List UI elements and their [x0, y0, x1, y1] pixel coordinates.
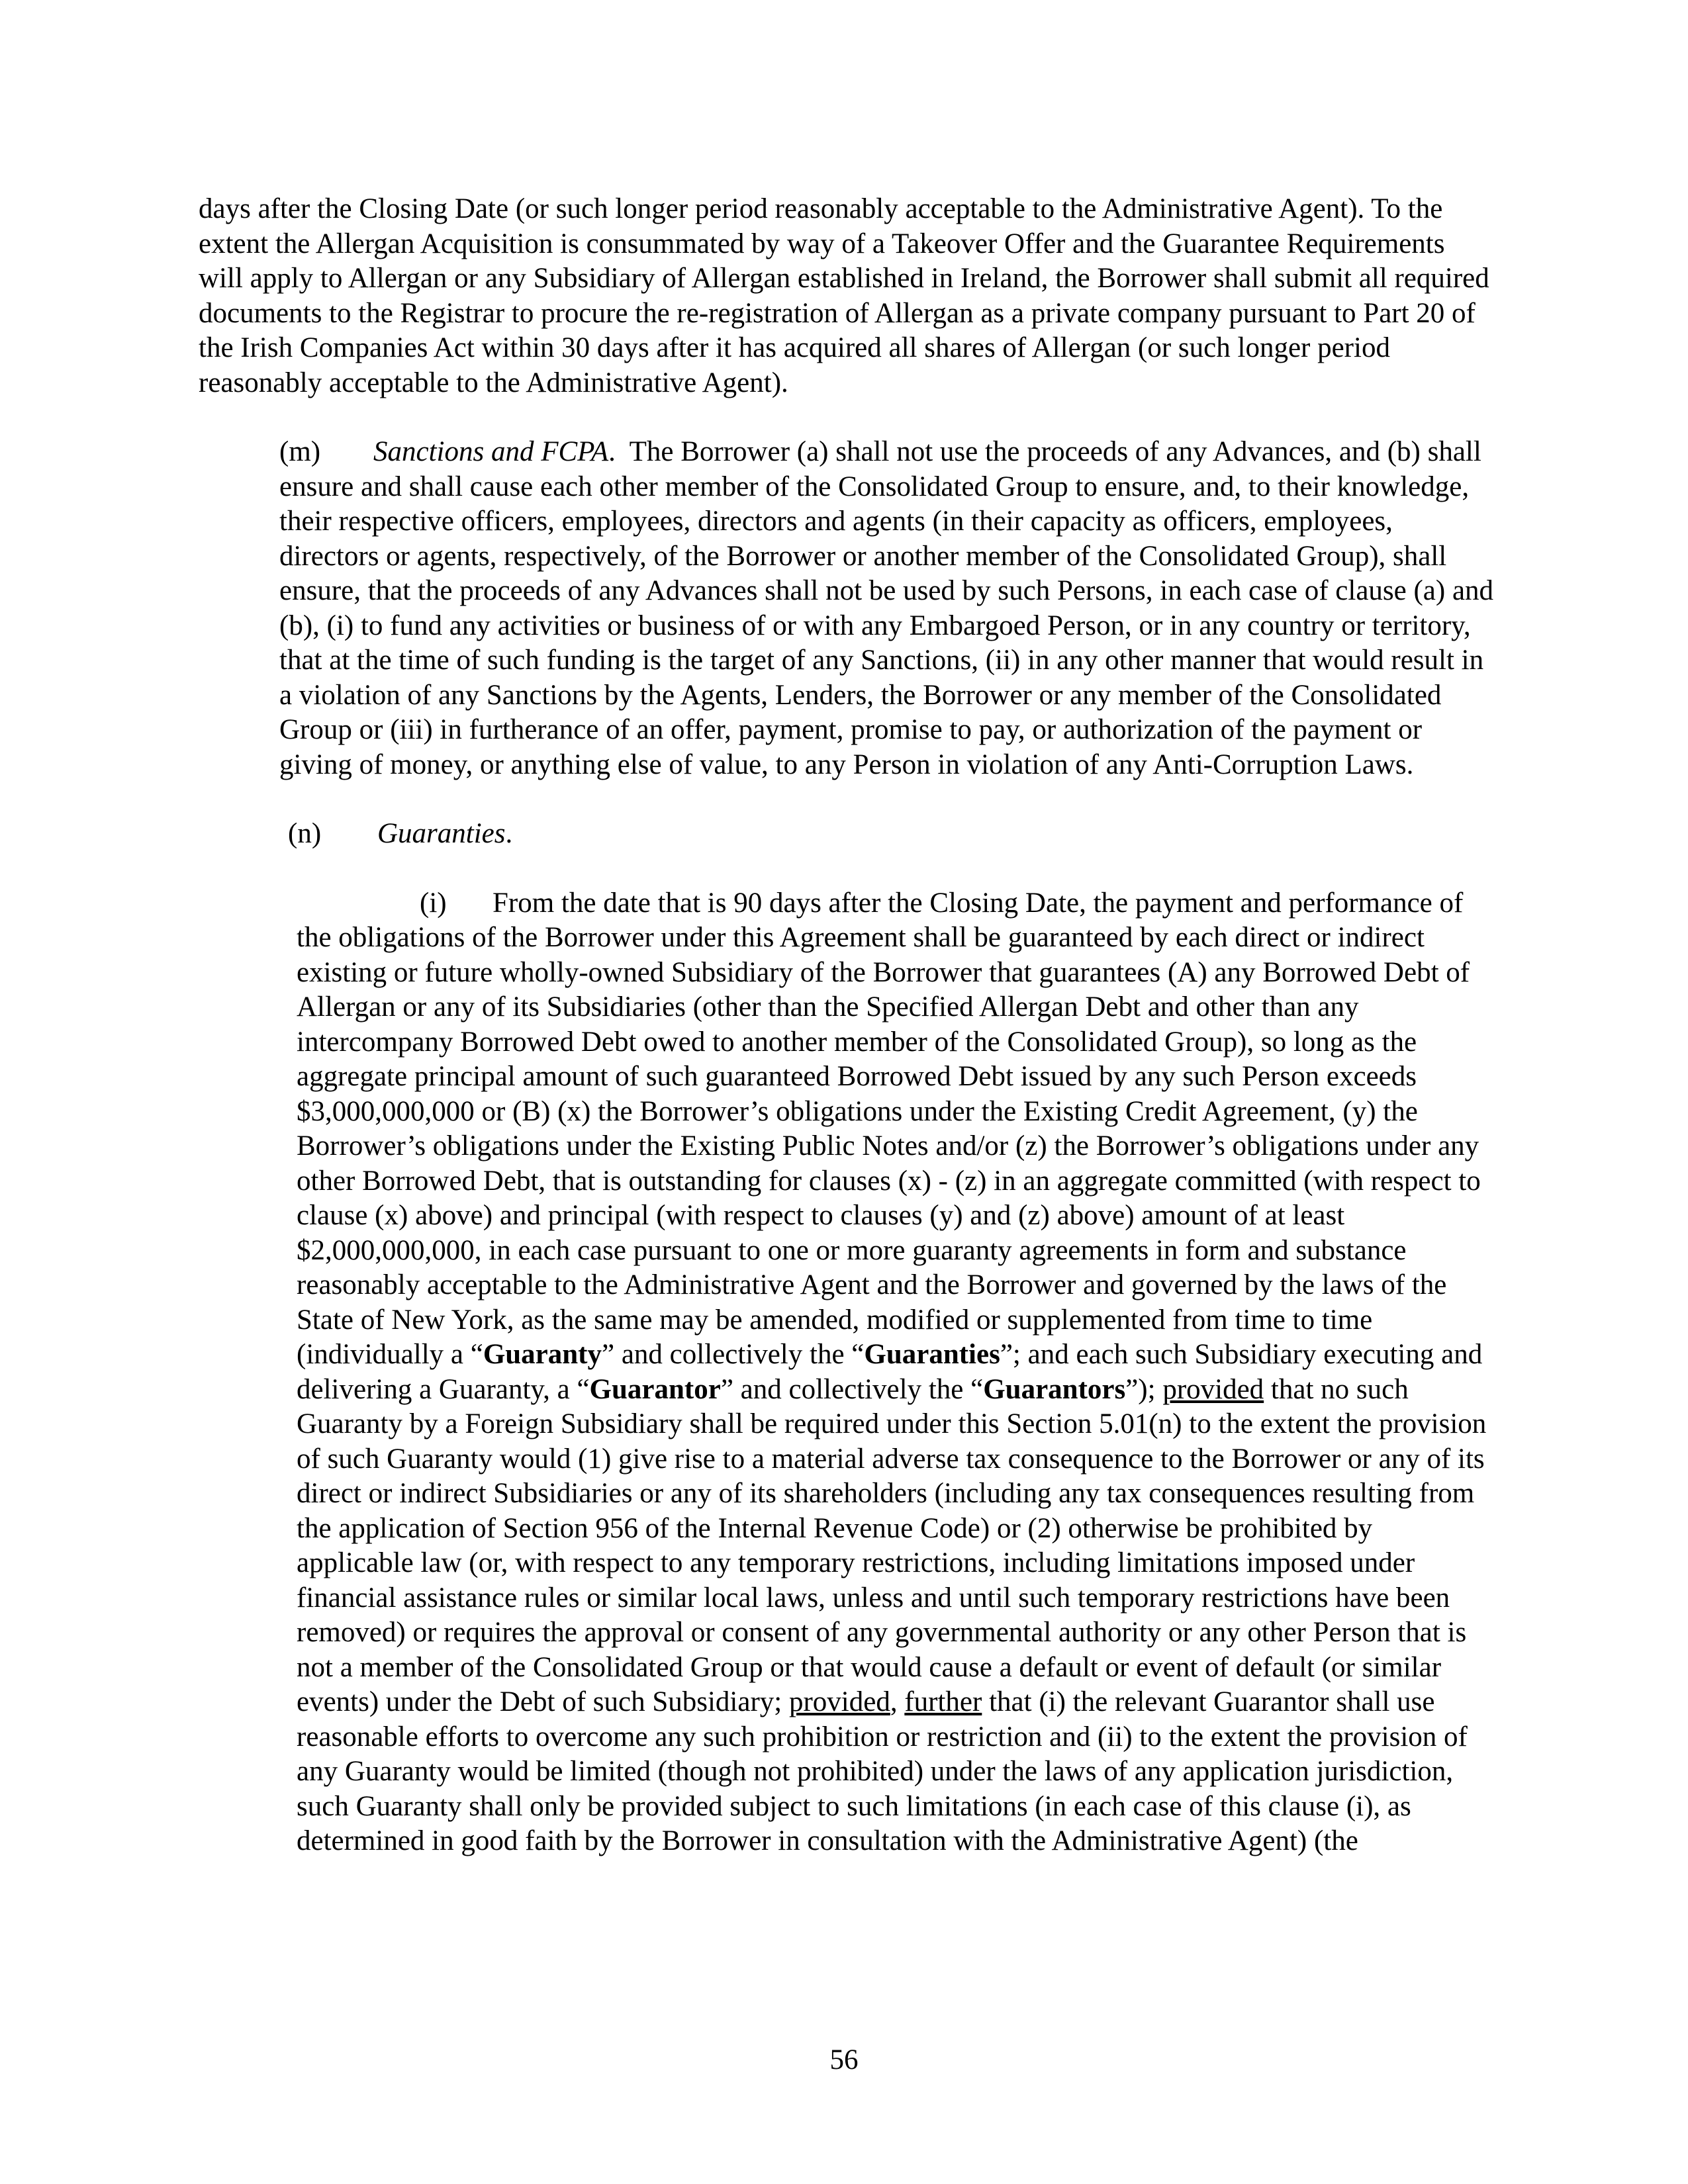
section-m-text: The Borrower (a) shall not use the proceeds of any Advances, and (b) shall ensure and shall cause each other member of the Consolidated Group to ensure, and, to their knowledge, their respective officers, employees, directors and agents (in their capacity as officers, employees, directors or agents, respectively, of the Borrower or another member of the Consolidated Group), shall ensure, that the proceeds of any Advances shall not be used by such Persons, in each case of clause (a) and (b), (i) to fund any activities or business of or with any Embargoed Person, or in any country or territory, that at the time of such funding is the target of any Sanctions, (ii) in any other manner that would result in a violation of any Sanctions by the Agents, Lenders, the Borrower or any member of the Consolidated Group or (iii) in furtherance of an offer, payment, promise to pay, or authorization of the payment or giving of money, or anything else of value, to any Person in violation of any Anti-Corruption Laws.: [279, 436, 1501, 780]
section-n-heading-line: [199, 817, 1496, 852]
term-guarantor: Guarantor: [589, 1373, 721, 1405]
subsection-i-text-4: ” and collectively the “: [720, 1373, 984, 1405]
further-underlined: further: [904, 1686, 982, 1717]
term-guarantors: Guarantors: [983, 1373, 1126, 1405]
provided-underlined: provided: [1162, 1373, 1264, 1405]
subsection-i-indent: [297, 887, 420, 919]
subsection-i-text-8: that (i) the relevant Guarantor shall use reasonable efforts to overcome any such prohibition or restriction and (ii) to the extent the provision of any Guaranty would be limited (though not prohibited) under the laws of any application jurisdiction, such Guaranty shall only be provided subject to such limitations (in each case of this clause (i), as determined in good faith by the Borrower in consultation with the Administrative Agent) (the: [297, 1686, 1468, 1856]
provided-underlined-2: provided: [788, 1686, 890, 1717]
section-n-label: (n): [288, 818, 322, 849]
section-m-paragraph: [199, 435, 1501, 782]
section-m-heading-end: .: [608, 436, 616, 467]
term-guaranty: Guaranty: [483, 1339, 602, 1370]
section-m-label: (m): [279, 436, 321, 467]
subsection-i-text-3: ”; and each such Subsidiary executing and delivering a Guaranty, a “: [297, 1339, 1483, 1405]
subsection-i-paragraph: [297, 886, 1496, 1859]
subsection-i-text-2: ” and collectively the “: [602, 1339, 865, 1370]
section-m-heading: Sanctions and FCPA: [373, 436, 609, 467]
term-guaranties: Guaranties: [864, 1339, 1000, 1370]
paragraph-l-continuation: days after the Closing Date (or such longer period reasonably acceptable to the Administrative Agent). To the extent the Allergan Acquisition is consummated by way of a Takeover Offer and the Guarantee Requirements will apply to Allergan or any Subsidiary of Allergan established in Ireland, the Borrower shall submit all required documents to the Registrar to procure the re-registration of Allergan as a private company pursuant to Part 20 of the Irish Companies Act within 30 days after it has acquired all shares of Allergan (or such longer period reasonably acceptable to the Administrative Agent).: [199, 193, 1489, 398]
section-n-heading: Guaranties: [377, 818, 506, 849]
subsection-i-label: (i): [420, 887, 447, 919]
subsection-i-text-7: ,: [890, 1686, 905, 1717]
page-number: 56: [829, 2044, 859, 2075]
subsection-i-text-1: From the date that is 90 days after the Closing Date, the payment and performance of the obligations of the Borrower under this Agreement shall be guaranteed by each direct or indirect existing or future wholly-owned Subsidiary of the Borrower that guarantees (A) any Borrowed Debt of Allergan or any of its Subsidiaries (other than the Specified Allergan Debt and other than any intercompany Borrowed Debt owed to another member of the Consolidated Group), so long as the aggregate principal amount of such guaranteed Borrowed Debt issued by any such Person exceeds $3,000,000,000 or (B) (x) the Borrower’s obligations under the Existing Credit Agreement, (y) the Borrower’s obligations under the Existing Public Notes and/or (z) the Borrower’s obligations under any other Borrowed Debt, that is outstanding for clauses (x) - (z) in an aggregate committed (with respect to clause (x) above) and principal (with respect to clauses (y) and (z) above) amount of at least $2,000,000,000, in each case pursuant to one or more guaranty agreements in form and substance reasonably acceptable to the Administrative Agent and the Borrower and governed by the laws of the State of New York, as the same may be amended, modified or supplemented from time to time (individually a “: [297, 887, 1481, 1370]
subsection-i-text-6: that no such Guaranty by a Foreign Subsidiary shall be required under this Section 5.01(n) to the extent the provision of such Guaranty would (1) give rise to a material adverse tax consequence to the Borrower or any of its direct or indirect Subsidiaries or any of its shareholders (including any tax consequences resulting from the application of Section 956 of the Internal Revenue Code) or (2) otherwise be prohibited by applicable law (or, with respect to any temporary restrictions, including limitations imposed under financial assistance rules or similar local laws, unless and until such temporary restrictions have been removed) or requires the approval or consent of any governmental authority or any other Person that is not a member of the Consolidated Group or that would cause a default or event of default (or similar events) under the Debt of such Subsidiary;: [297, 1373, 1487, 1717]
subsection-i-text-5: ”);: [1125, 1373, 1163, 1405]
section-n-heading-end: .: [505, 818, 513, 849]
document-page: [199, 192, 1501, 1893]
